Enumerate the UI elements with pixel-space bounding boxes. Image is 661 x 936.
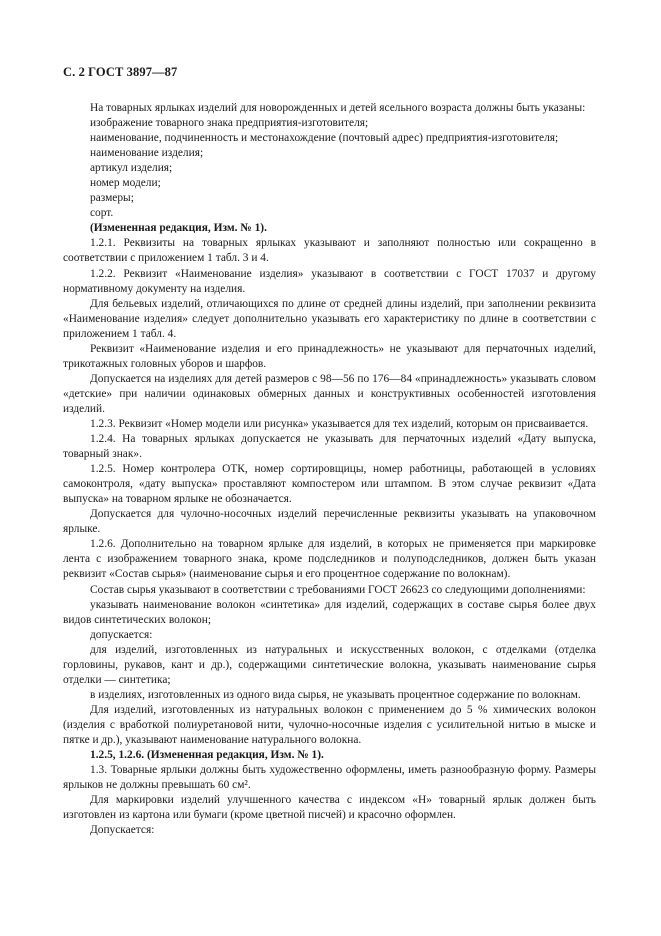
- paragraph: допускается:: [90, 628, 153, 641]
- page-header: С. 2 ГОСТ 3897—87: [63, 65, 178, 79]
- paragraph: указывать наименование волокон «синтетика» для изделий, содержащих в составе сырья более двух видов синтетических волокон;: [63, 598, 596, 626]
- paragraph: 1.2.4. На товарных ярлыках допускается не указывать для перчаточных изделий «Дату выпуска, товарный знак».: [63, 433, 596, 461]
- paragraph: для изделий, изготовленных из натуральных и искусственных волокон, с отделками (отделка горловины, рукавов, кант и др.), содержащими синтетические волокна, указывать наименование сырья отделки — синтетика;: [63, 643, 596, 686]
- paragraph: 1.3. Товарные ярлыки должны быть художественно оформлены, иметь разнообразную форму. Размеры ярлыков не должны превышать 60 см².: [63, 764, 596, 792]
- list-item: изображение товарного знака предприятия-изготовителя;: [90, 117, 369, 130]
- revision-note: (Измененная редакция, Изм. № 1).: [90, 222, 267, 235]
- paragraph: Допускается на изделиях для детей размеров с 98—56 по 176—84 «принадлежность» указывать словом «детские» при наличии одинаковых обмерных данных и конструктивных особенностей изготовления изделий.: [63, 372, 596, 415]
- paragraph: 1.2.2. Реквизит «Наименование изделия» указывают в соответствии с ГОСТ 17037 и другому нормативному документу на изделия.: [63, 267, 596, 295]
- paragraph: Для бельевых изделий, отличающихся по длине от средней длины изделий, при заполнении реквизита «Наименование изделия» следует дополнительно указывать его характеристику по длине в соответствии с приложением 1 табл. 4.: [63, 297, 596, 340]
- document-body: [63, 101, 596, 838]
- paragraph: Состав сырья указывают в соответствии с требованиями ГОСТ 26623 со следующими дополнениями:: [90, 583, 586, 596]
- paragraph: 1.2.1. Реквизиты на товарных ярлыках указывают и заполняют полностью или сокращенно в соответствии с приложением 1 табл. 3 и 4.: [63, 237, 596, 265]
- paragraph: 1.2.5. Номер контролера ОТК, номер сортировщицы, номер работницы, работающей в условиях самоконтроля, «дату выпуска» проставляют компостером или штампом. В этом случае реквизит «Дата выпуска» на товарном ярлыке не обозначается.: [63, 463, 596, 506]
- paragraph: Допускается:: [90, 824, 155, 837]
- list-item: артикул изделия;: [90, 162, 173, 175]
- list-item: наименование изделия;: [90, 147, 204, 160]
- paragraph: Для маркировки изделий улучшенного качества с индексом «Н» товарный ярлык должен быть изготовлен из картона или бумаги (кроме цветной писчей) и красочно оформлен.: [63, 794, 596, 822]
- list-item: сорт.: [90, 207, 114, 220]
- list-item: номер модели;: [90, 177, 161, 190]
- paragraph: Для изделий, изготовленных из натуральных волокон с применением до 5 % химических волокон (изделия с вработкой полиуретановой нити, чулочно-носочные изделия с усилительной нитью в мыске и пятке и др.), указывают наименование натурального волокна.: [63, 703, 596, 746]
- list-item: размеры;: [90, 192, 134, 205]
- list-item: наименование, подчиненность и местонахождение (почтовый адрес) предприятия-изготовителя;: [90, 132, 559, 145]
- paragraph: 1.2.6. Дополнительно на товарном ярлыке для изделий, в которых не применяется при маркировке лента с изображением товарного знака, кроме подследников и полуподследников, должен быть указан реквизит «Состав сырья» (наименование сырья и его процентное содержание по волокнам).: [63, 538, 596, 581]
- paragraph: Реквизит «Наименование изделия и его принадлежность» не указывают для перчаточных изделий, трикотажных головных уборов и шарфов.: [63, 342, 596, 370]
- paragraph: На товарных ярлыках изделий для новорожденных и детей ясельного возраста должны быть указаны:: [90, 102, 586, 114]
- paragraph: 1.2.3. Реквизит «Номер модели или рисунка» указывается для тех изделий, которым он присваивается.: [90, 417, 589, 430]
- paragraph: Допускается для чулочно-носочных изделий перечисленные реквизиты указывать на упаковочном ярлыке.: [63, 508, 596, 536]
- revision-note: 1.2.5, 1.2.6. (Измененная редакция, Изм. № 1).: [90, 749, 324, 762]
- paragraph: в изделиях, изготовленных из одного вида сырья, не указывать процентное содержание по волокнам.: [90, 688, 581, 701]
